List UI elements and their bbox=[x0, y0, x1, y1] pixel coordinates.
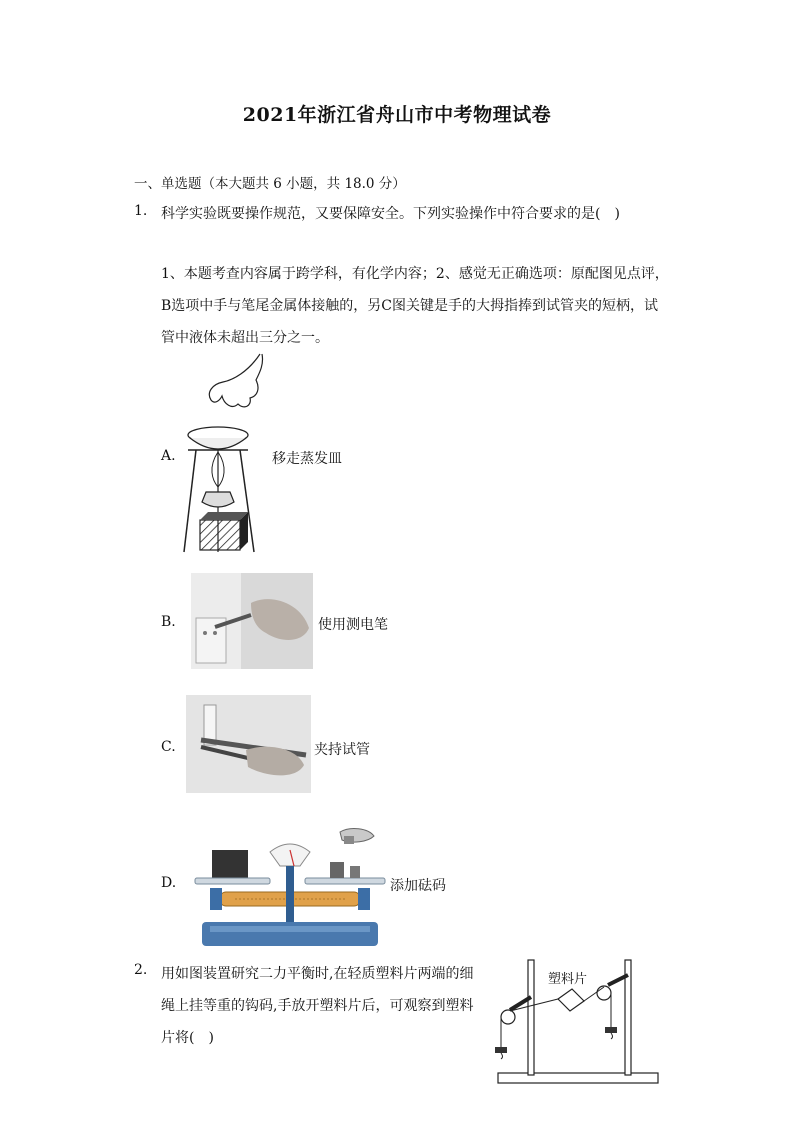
page-title: 2021年浙江省舟山市中考物理试卷 bbox=[242, 104, 552, 126]
question-line: 片将( ) bbox=[161, 1030, 214, 1046]
test-pen-photo bbox=[191, 573, 313, 669]
question-text: 科学实验既要操作规范，又要保障安全。下列实验操作中符合要求的是( ) bbox=[161, 206, 620, 222]
option-c-text: 夹持试管 bbox=[314, 742, 370, 758]
section-heading: 一、单选题（本大题共 6 小题，共 18.0 分） bbox=[134, 176, 406, 192]
evaporating-dish-figure bbox=[178, 352, 268, 557]
option-c-label: C. bbox=[161, 739, 176, 755]
option-b-text: 使用测电笔 bbox=[318, 617, 388, 633]
option-b-label: B. bbox=[161, 614, 176, 630]
note-line: 管中液体未超出三分之一。 bbox=[161, 330, 329, 346]
option-a-label: A. bbox=[161, 448, 176, 464]
question-number: 2. bbox=[134, 962, 148, 978]
test-tube-holder-photo bbox=[186, 695, 311, 793]
note-line: B选项中手与笔尾金属体接触的，另C图关键是手的大拇指捧到试管夹的短柄，试 bbox=[161, 298, 658, 314]
question-line: 用如图装置研究二力平衡时,在轻质塑料片两端的细 bbox=[161, 966, 474, 982]
option-d-text: 添加砝码 bbox=[390, 878, 446, 894]
figure-label: 塑料片 bbox=[548, 972, 588, 987]
question-number: 1. bbox=[134, 203, 148, 219]
question-text bbox=[161, 958, 486, 1054]
option-a-text: 移走蒸发皿 bbox=[272, 451, 342, 467]
question-line: 绳上挂等重的钩码,手放开塑料片后，可观察到塑料 bbox=[161, 998, 474, 1014]
balance-figure bbox=[190, 822, 390, 950]
note-line: 1、本题考查内容属于跨学科，有化学内容；2、感觉无正确选项：原配图见点评， bbox=[161, 266, 669, 282]
option-d-label: D. bbox=[161, 875, 177, 891]
question-note bbox=[161, 258, 681, 354]
two-force-balance-figure bbox=[490, 955, 665, 1095]
